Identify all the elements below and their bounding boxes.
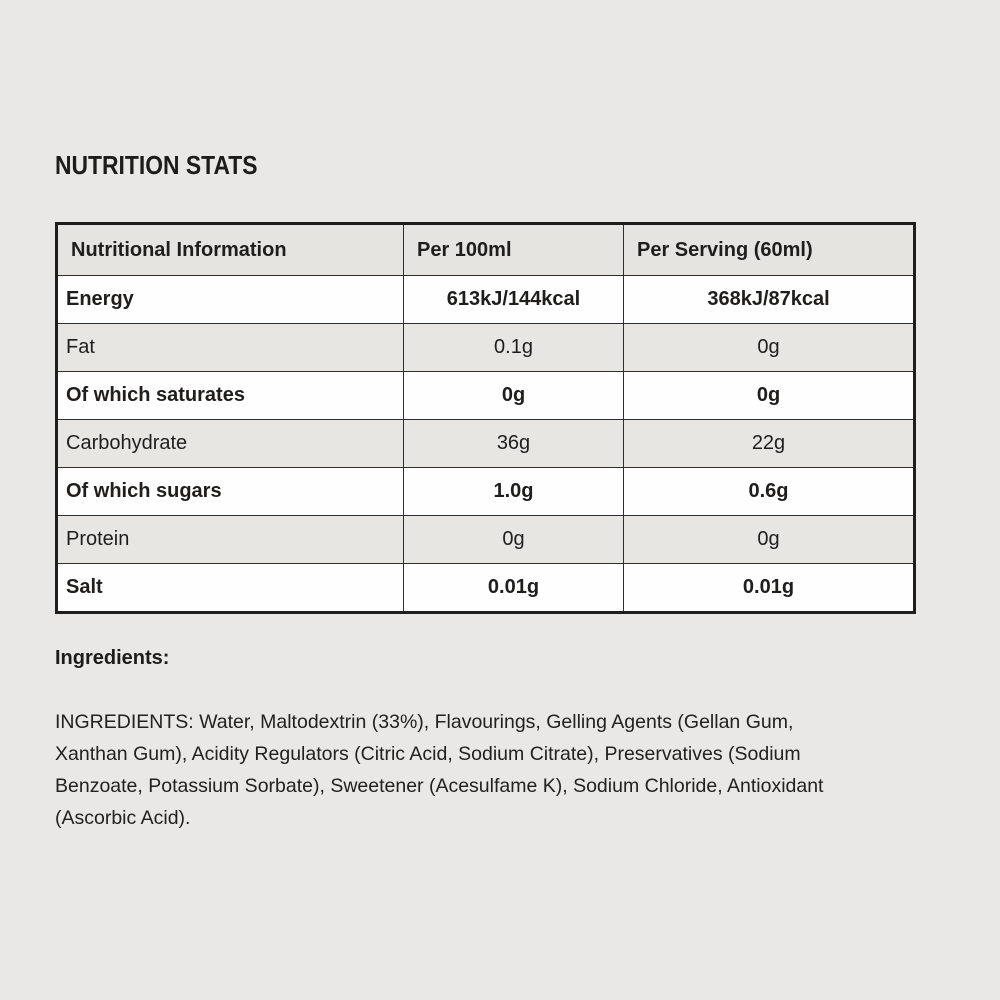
page-title: NUTRITION STATS (55, 150, 258, 180)
row-value-per-serving: 368kJ/87kcal (624, 276, 915, 324)
ingredients-line: (Ascorbic Acid). (55, 807, 191, 829)
row-value-per-100ml: 1.0g (404, 468, 624, 516)
header-cell-nutritional-information: Nutritional Information (57, 224, 404, 276)
table-header-row (57, 224, 915, 276)
table-row (57, 516, 915, 564)
row-value-per-serving: 0g (624, 516, 915, 564)
row-value-per-serving: 0g (624, 324, 915, 372)
table-row (57, 564, 915, 613)
row-label: Salt (57, 564, 404, 613)
table-row (57, 420, 915, 468)
row-label: Carbohydrate (57, 420, 404, 468)
row-value-per-100ml: 36g (404, 420, 624, 468)
table-row (57, 276, 915, 324)
table-row (57, 372, 915, 420)
row-label: Of which sugars (57, 468, 404, 516)
row-value-per-100ml: 0.1g (404, 324, 624, 372)
ingredients-line: INGREDIENTS: Water, Maltodextrin (33%), Flavourings, Gelling Agents (Gellan Gum, (55, 711, 794, 733)
row-value-per-serving: 0.6g (624, 468, 915, 516)
row-value-per-100ml: 613kJ/144kcal (404, 276, 624, 324)
nutrition-table (55, 222, 916, 614)
row-value-per-100ml: 0g (404, 516, 624, 564)
row-value-per-serving: 22g (624, 420, 915, 468)
row-label: Of which saturates (57, 372, 404, 420)
row-value-per-100ml: 0g (404, 372, 624, 420)
row-label: Energy (57, 276, 404, 324)
header-cell-per-serving: Per Serving (60ml) (624, 224, 915, 276)
table-row (57, 468, 915, 516)
row-value-per-100ml: 0.01g (404, 564, 624, 613)
header-cell-per-100ml: Per 100ml (404, 224, 624, 276)
ingredients-heading: Ingredients: (55, 647, 170, 669)
ingredients-line: Benzoate, Potassium Sorbate), Sweetener (Acesulfame K), Sodium Chloride, Antioxidant (55, 775, 824, 797)
ingredients-paragraph (55, 706, 955, 834)
row-label: Protein (57, 516, 404, 564)
row-label: Fat (57, 324, 404, 372)
ingredients-line: Xanthan Gum), Acidity Regulators (Citric Acid, Sodium Citrate), Preservatives (Sodium (55, 743, 801, 765)
row-value-per-serving: 0g (624, 372, 915, 420)
row-value-per-serving: 0.01g (624, 564, 915, 613)
table-row (57, 324, 915, 372)
